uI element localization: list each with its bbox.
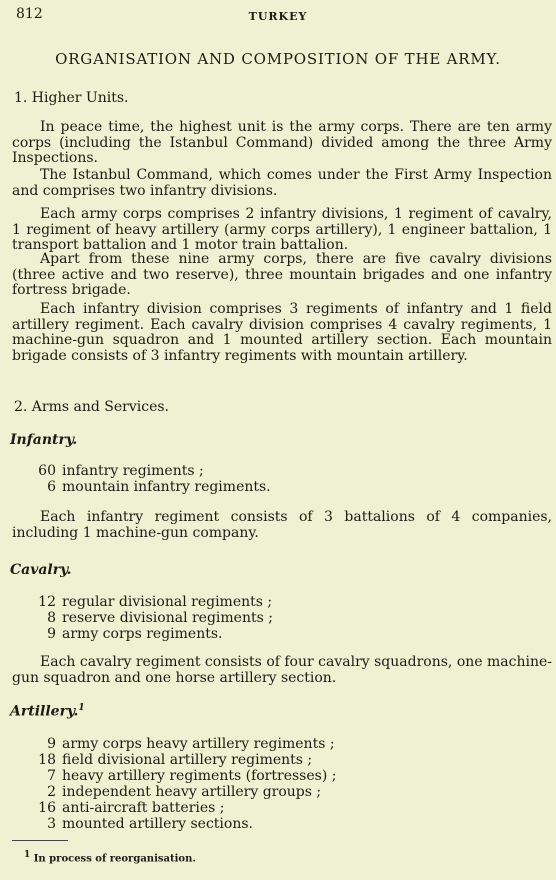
section-heading-arms-services: 2. Arms and Services. [14,399,170,415]
list-item: 2 independent heavy artillery groups ; [47,784,322,800]
list-item: 60 infantry regiments ; [38,463,204,479]
list-item: 3 mounted artillery sections. [47,816,253,832]
paragraph-peace-time: In peace time, the highest unit is the army corps. There are ten army corps (including the Istanbul Command) divided among the three Army Inspections. [12,119,552,166]
artillery-list [30,736,336,832]
running-head: TURKEY [248,10,308,23]
subheading-cavalry: Cavalry. [10,562,72,578]
paragraph-infantry-regiment: Each infantry regiment consists of 3 battalions of 4 companies, including 1 machine-gun company. [12,509,552,541]
footnote-divider [12,840,68,841]
page-number: 812 [16,6,43,22]
footnote-mark: 1 [78,703,85,713]
list-item: 12 regular divisional regiments ; [38,594,273,610]
paragraph-cavalry-regiment: Each cavalry regiment consists of four cavalry squadrons, one machine-gun squadron and one horse artillery section. [12,654,552,686]
paragraph-istanbul-command: The Istanbul Command, which comes under the First Army Inspection and comprises two infantry divisions. [12,167,552,199]
paragraph-cavalry-divisions: Apart from these nine army corps, there are five cavalry divisions (three active and two reserve), three mountain brigades and one infantry fortress brigade. [12,251,552,298]
footnote: $^1$ In process of reorganisation. [24,850,196,865]
list-item: 18 field divisional artillery regiments ; [38,752,313,768]
list-item: 9 army corps regiments. [47,626,223,642]
list-item: 8 reserve divisional regiments ; [47,610,273,626]
list-item: 9 army corps heavy artillery regiments ; [47,736,335,752]
list-item: 6 mountain infantry regiments. [47,479,271,495]
cavalry-list [30,594,273,642]
list-item: 7 heavy artillery regiments (fortresses) ; [47,768,337,784]
infantry-list [30,463,271,495]
list-item: 16 anti-aircraft batteries ; [38,800,225,816]
section-heading-higher-units: 1. Higher Units. [14,90,129,106]
subheading-infantry: Infantry. [10,432,78,448]
page-title: ORGANISATION AND COMPOSITION OF THE ARMY. [55,50,501,68]
paragraph-infantry-division: Each infantry division comprises 3 regiments of infantry and 1 field artillery regiment. Each cavalry division comprises 4 cavalry regiments, 1 machine-gun squadron and 1 mounted artillery section. Each mountain brigade consists of 3 infantry regiments with mountain artillery. [12,301,552,364]
paragraph-army-corps: Each army corps comprises 2 infantry divisions, 1 regiment of cavalry, 1 regiment of heavy artillery (army corps artillery), 1 engineer battalion, 1 transport battalion and 1 motor train battalion. [12,206,552,253]
subheading-artillery: Artillery.$^1$ [10,703,85,720]
